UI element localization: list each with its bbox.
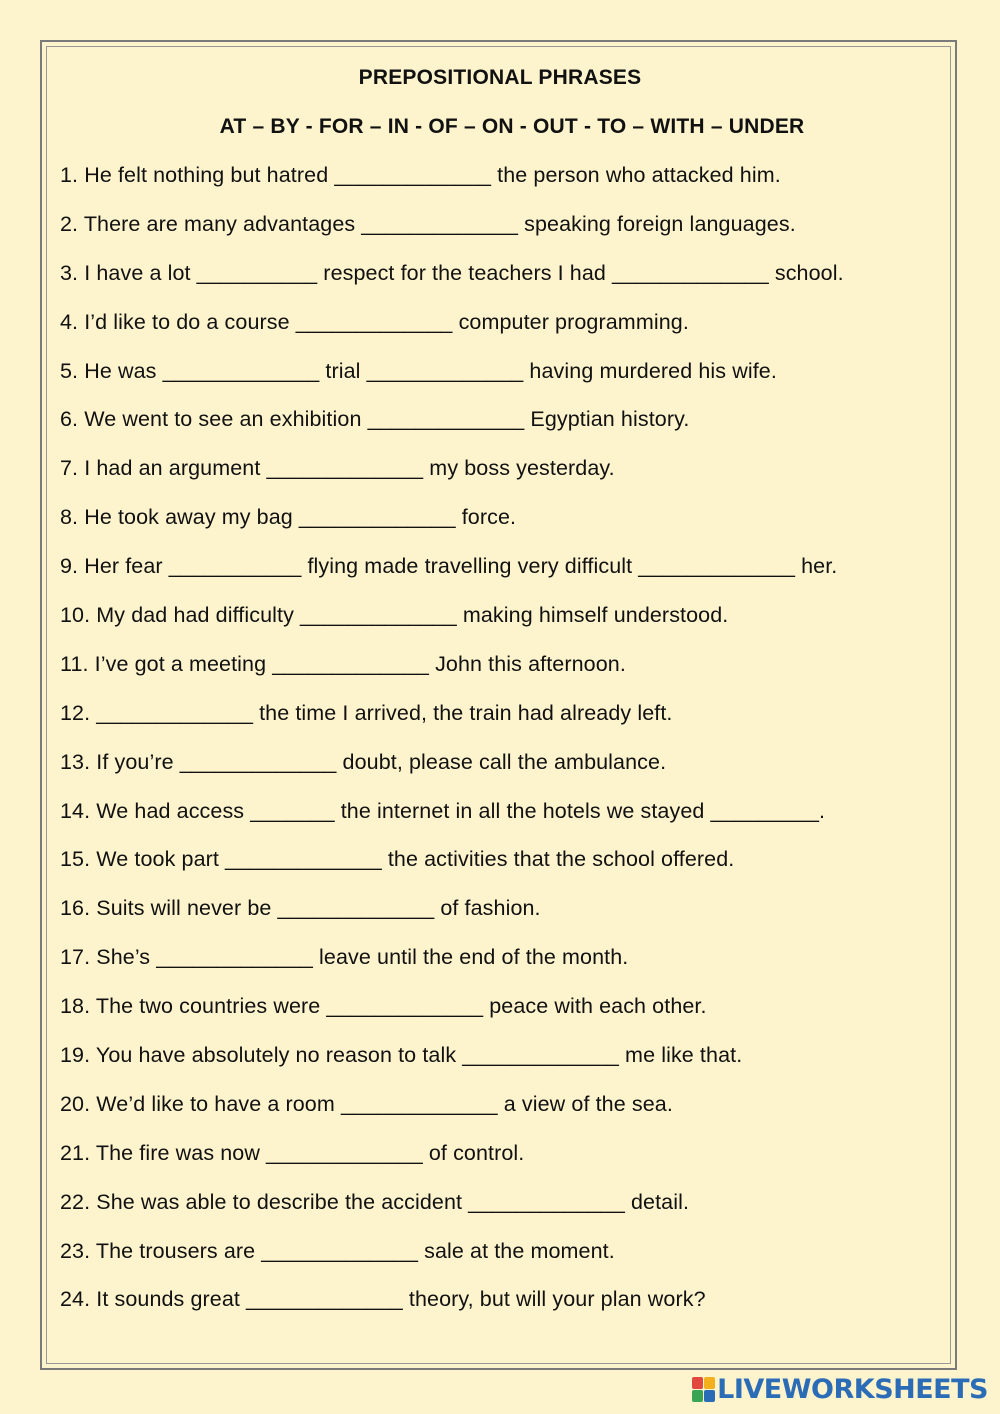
logo-square-blue	[704, 1390, 715, 1402]
logo-square-yellow	[704, 1377, 715, 1389]
question-item: 5. He was _____________ trial _____________ having murdered his wife.	[60, 358, 777, 383]
question-item: 11. I’ve got a meeting _____________ John this afternoon.	[60, 651, 626, 676]
preposition-list: AT – BY - FOR – IN - OF – ON - OUT - TO – WITH – UNDER	[219, 115, 805, 138]
question-item: 3. I have a lot __________ respect for the teachers I had _____________ school.	[60, 260, 844, 285]
question-item: 22. She was able to describe the accident _____________ detail.	[60, 1189, 690, 1214]
question-item: 8. He took away my bag _____________ force.	[60, 505, 517, 530]
question-item: 20. We’d like to have a room _____________ a view of the sea.	[60, 1091, 673, 1116]
question-item: 17. She’s _____________ leave until the end of the month.	[60, 945, 629, 970]
liveworksheets-logo[interactable]	[692, 1372, 988, 1406]
question-item: 7. I had an argument _____________ my boss yesterday.	[60, 456, 615, 481]
question-item: 4. I’d like to do a course _____________ computer programming.	[60, 309, 689, 334]
question-item: 23. The trousers are _____________ sale at the moment.	[60, 1238, 615, 1263]
question-item: 13. If you’re _____________ doubt, please call the ambulance.	[60, 749, 667, 774]
question-item: 18. The two countries were _____________ peace with each other.	[60, 994, 707, 1019]
question-item: 12. _____________ the time I arrived, the train had already left.	[60, 700, 673, 725]
question-item: 19. You have absolutely no reason to talk _____________ me like that.	[60, 1043, 743, 1068]
question-item: 15. We took part _____________ the activities that the school offered.	[60, 847, 735, 872]
liveworksheets-logo-icon	[692, 1377, 714, 1401]
question-item: 21. The fire was now _____________ of control.	[60, 1140, 525, 1165]
worksheet-title: PREPOSITIONAL PHRASES	[358, 66, 642, 89]
logo-square-red	[692, 1377, 703, 1389]
question-item: 14. We had access _______ the internet in all the hotels we stayed _________.	[60, 798, 826, 823]
question-list	[60, 159, 950, 1332]
question-item: 10. My dad had difficulty _____________ making himself understood.	[60, 603, 729, 628]
logo-text: LIVEWORKSHEETS	[717, 1373, 988, 1405]
question-item: 1. He felt nothing but hatred _____________ the person who attacked him.	[60, 163, 781, 187]
question-item: 2. There are many advantages _____________ speaking foreign languages.	[60, 211, 796, 236]
question-item: 9. Her fear ___________ flying made travelling very difficult _____________ her.	[60, 554, 838, 579]
question-item: 24. It sounds great _____________ theory, but will your plan work?	[60, 1287, 706, 1312]
logo-square-green	[692, 1390, 703, 1402]
question-item: 6. We went to see an exhibition _____________ Egyptian history.	[60, 407, 690, 432]
question-item: 16. Suits will never be _____________ of fashion.	[60, 896, 541, 921]
